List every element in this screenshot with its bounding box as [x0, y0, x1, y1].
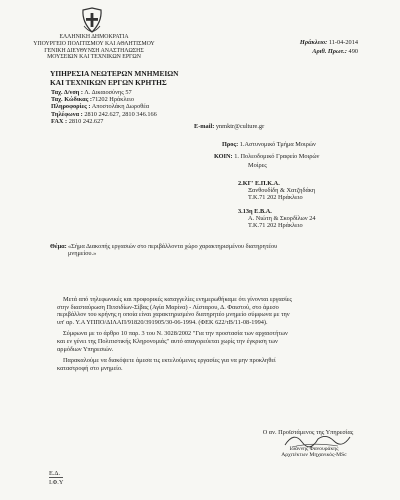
email-value: ynmktr@culture.gr	[215, 123, 265, 130]
cc-line1: 1. Πολεοδομικό Γραφείο Μοιρών	[234, 153, 320, 160]
protocol-value: 490	[348, 48, 358, 56]
p1-line2: στην διασταύρωση Πιτσιδίων-Σίβας (Αγία Μαρίνα) - Λίσταρου, Δ. Φαιστού, στο άμεσο	[57, 303, 279, 311]
date-label: Ηράκλειο:	[299, 39, 328, 46]
general-directorate: ΓΕΝΙΚΗ ΔΙΕΥΘΥΝΣΗ ΑΝΑΣΤΗΛΩΣΗΣ	[44, 47, 144, 54]
signature-title: Αρχιτέκτων Μηχανικός-MSc	[281, 452, 347, 459]
date-protocol	[276, 39, 358, 55]
cc2-line2: Ξανθουδίδη & Χατζηδάκη	[248, 187, 316, 195]
subject-text	[68, 243, 277, 257]
cc3-line1: 3.13η Ε.Β.Α.	[238, 208, 272, 215]
protocol-label: Αριθ. Πρωτ.:	[312, 48, 347, 56]
email-row	[194, 123, 264, 130]
cc2-block	[238, 180, 315, 202]
subject-label: Θέμα:	[50, 243, 67, 250]
signature-name: Ιωάννης Φανουράκης	[289, 446, 339, 452]
body-text	[57, 296, 369, 372]
cc2-line3: Τ.Κ.71 202 Ηράκλειο	[248, 194, 303, 202]
p3-line2: καταστροφή στο μνημείο.	[57, 364, 123, 372]
p1-line3: περιβάλλον του κρήνης η οποία είναι χαρακτηρισμένο διατηρητέο μνημείο σύμφωνα με την	[57, 311, 290, 319]
recipient-to	[222, 141, 316, 148]
p3-line1: Παρακαλούμε να διακόψετε άμεσα τις εκτελούμενες εργασίες για να μην προκληθεί	[63, 356, 276, 364]
header-block	[32, 34, 156, 61]
date-value: 11-04-2014	[328, 39, 358, 46]
footer-line1: Ε.Δ.	[49, 470, 61, 477]
cc3-block	[238, 208, 316, 230]
cc2-line1: 2.ΚΓ' Ε.Π.Κ.Α.	[238, 180, 280, 187]
signature-name-block	[256, 446, 372, 458]
cc-label: ΚΟΙΝ:	[214, 153, 233, 160]
p2-line2: και εν γένει της Πολιτιστικής Κληρονομιάς" αυτό απαγορεύεται χωρίς την έγκριση των	[57, 338, 278, 346]
greek-emblem-icon	[81, 7, 103, 33]
email-label: E-mail:	[194, 123, 215, 130]
fax-label: FAX :	[51, 117, 68, 125]
to-value: 1.Αστυνομικό Τμήμα Μοιρών	[239, 141, 316, 148]
p1-line4: υπ' αρ. Υ.Α ΥΠΠΟ/ΔΙΛΑΠ/91820/391905/30-06-1994. (ΦΕΚ 622/τΒ/11-08-1994).	[57, 319, 268, 327]
contact-details	[51, 89, 211, 125]
info-value: Αποστολάκη Δωροθέα	[91, 103, 150, 111]
footer-line2: Ι.Φ.Υ	[49, 478, 64, 486]
cc3-line3: Τ.Κ.71 202 Ηράκλειο	[248, 222, 303, 230]
address-label: Ταχ. Δ/νση :	[51, 89, 84, 96]
service-name: ΥΠΗΡΕΣΙΑ ΝΕΩΤΕΡΩΝ ΜΝΗΜΕΙΩΝ ΚΑΙ ΤΕΧΝΙΚΩΝ ΕΡΓΩΝ ΚΡΗΤΗΣ	[50, 69, 179, 87]
ministry-name: ΥΠΟΥΡΓΕΙΟ ΠΟΛΙΤΙΣΜΟΥ ΚΑΙ ΑΘΛΗΤΙΣΜΟΥ	[33, 40, 155, 47]
fax-value: 2810 242.627	[68, 117, 104, 125]
to-label: Προς:	[222, 141, 239, 148]
footer-block	[49, 470, 63, 486]
cc3-line2: Α. Νιώτη & Σκορδίλων 24	[248, 215, 316, 223]
postcode-label: Ταχ. Κώδικας :	[51, 96, 92, 104]
postcode-value: 71202 Ηράκλειο	[91, 96, 134, 104]
country-name: ΕΛΛΗΝΙΚΗ ΔΗΜΟΚΡΑΤΙΑ	[59, 34, 129, 40]
subject-line2: μνημείου.»	[68, 250, 97, 258]
p2-line1: Σύμφωνα με το άρθρο 10 παρ. 3 του Ν. 3028/2002 "Για την προστασία των αρχαιοτήτων	[63, 330, 288, 338]
signature-line1: Ο αν. Προϊστάμενος της Υπηρεσίας	[262, 429, 354, 436]
info-label: Πληροφορίες :	[51, 103, 91, 111]
address-value: Λ. Δικαιοσύνης 57	[84, 89, 132, 96]
subject-line1: «Σήμα Διακοπής εργασιών στο περιβάλλοντα χώρο χαρακτηρισμένου διατηρητέου	[68, 243, 278, 250]
phone-value: 2810 242.627, 2810 346.166	[84, 110, 157, 118]
cc-line2: Μοίρες	[248, 162, 267, 169]
p1-line1: Μετά από τηλεφωνικές και προφορικές καταγγελίες ενημερωθήκαμε ότι γίνονται εργασίες	[63, 296, 292, 303]
recipient-cc	[214, 153, 319, 160]
phone-label: Τηλέφωνα :	[51, 110, 83, 118]
p2-line3: αρμόδιων Υπηρεσιών.	[57, 345, 114, 353]
directorate: ΜΟΥΣΕΙΩΝ ΚΑΙ ΤΕΧΝΙΚΩΝ ΕΡΓΩΝ	[47, 54, 141, 61]
